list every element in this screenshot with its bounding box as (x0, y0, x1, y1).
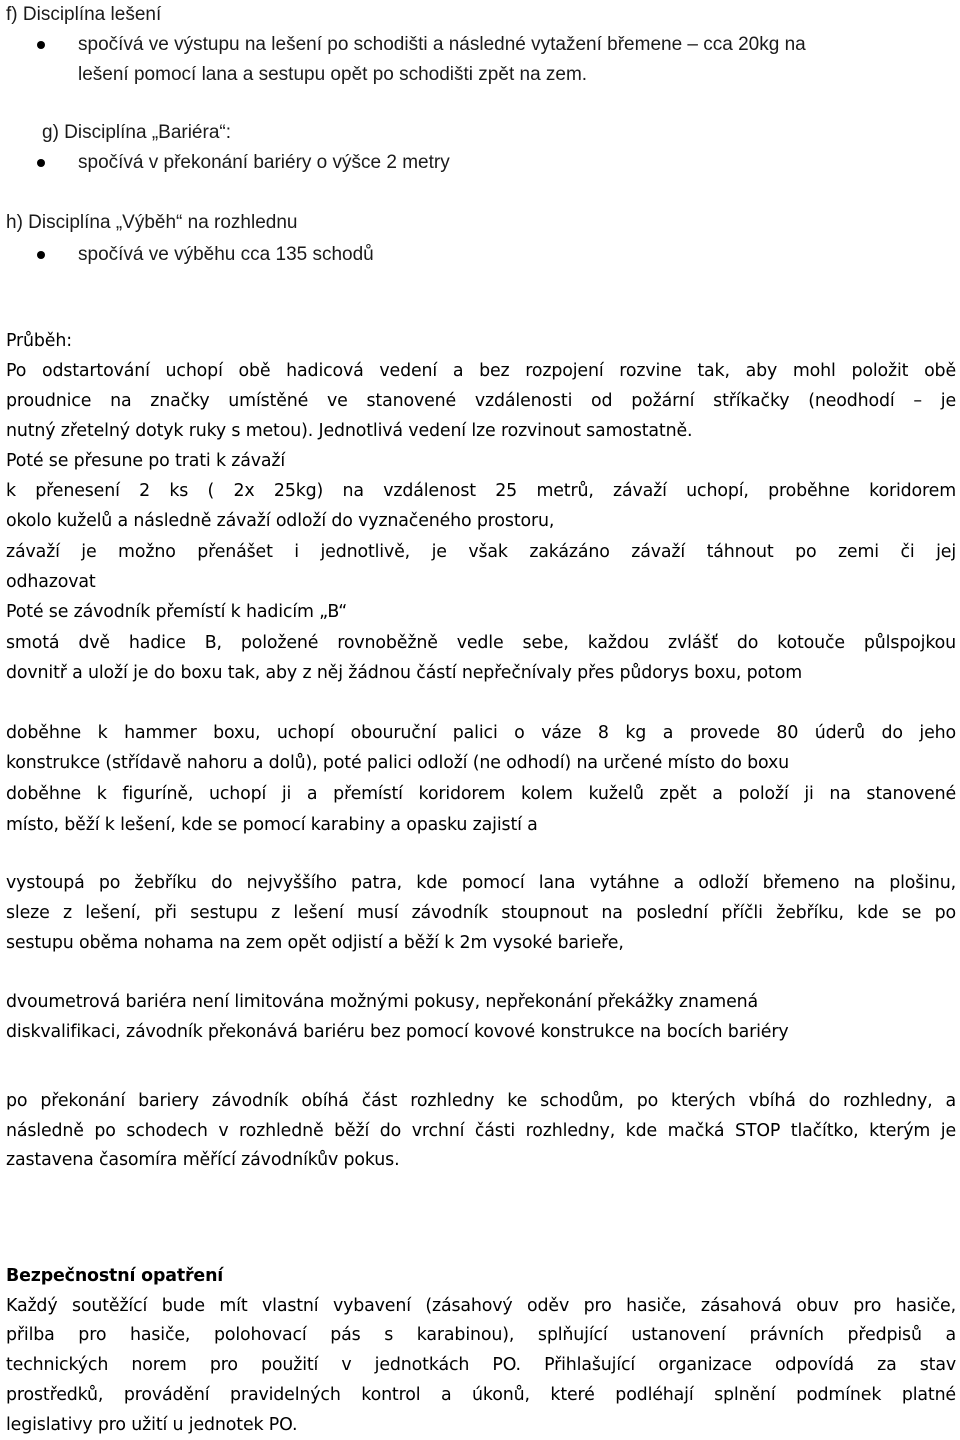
bullet-icon (37, 251, 45, 259)
prubeh-line: dvoumetrová bariéra není limitována možnými pokusy, nepřekonání překážky znamená (6, 992, 758, 1012)
prubeh-line: Po odstartování uchopí obě hadicová vedení a bez rozpojení rozvine tak, aby mohl položit obě (6, 361, 956, 381)
prubeh-line: odhazovat (6, 572, 96, 592)
section-g-bullet: spočívá v překonání bariéry o výšce 2 metry (78, 152, 450, 173)
prubeh-line: následně po schodech v rozhledně běží do vrchní části rozhledny, kde mačká STOP tlačítko, kterým je (6, 1121, 956, 1141)
prubeh-line: doběhne k hammer boxu, uchopí obouruční palici o váze 8 kg a provede 80 úderů do jeho (6, 723, 956, 743)
bezpecnost-line: prostředků, provádění pravidelných kontrol a úkonů, které podléhají splnění podmínek platné (6, 1385, 956, 1405)
section-f-bullet-line-2: lešení pomocí lana a sestupu opět po schodišti zpět na zem. (78, 64, 588, 85)
prubeh-line: místo, běží k lešení, kde se pomocí karabiny a opasku zajistí a (6, 815, 538, 835)
bezpecnost-line: legislativy pro užití u jednotek PO. (6, 1415, 298, 1435)
section-h-heading: h) Disciplína „Výběh“ na rozhlednu (6, 212, 298, 233)
prubeh-line: Poté se závodník přemístí k hadicím „B“ (6, 602, 348, 622)
prubeh-line: sestupu oběma nohama na zem opět odjistí a běží k 2m vysoké barieře, (6, 933, 624, 953)
section-h-bullet: spočívá ve výběhu cca 135 schodů (78, 244, 374, 265)
bezpecnost-line: Každý soutěžící bude mít vlastní vybavení (zásahový oděv pro hasiče, zásahová obuv pro hasiče, (6, 1296, 956, 1316)
prubeh-line: nutný zřetelný dotyk ruky s metou). Jednotlivá vedení lze rozvinout samostatně. (6, 421, 693, 441)
prubeh-line: závaží je možno přenášet i jednotlivě, je však zakázáno závaží táhnout po zemi či jej (6, 542, 956, 562)
prubeh-line: diskvalifikaci, závodník překonává bariéru bez pomocí kovové konstrukce na bocích bariéry (6, 1022, 789, 1042)
section-f-bullet-line-1: spočívá ve výstupu na lešení po schodišti a následné vytažení břemene – cca 20kg na (78, 34, 806, 55)
bullet-icon (37, 159, 45, 167)
prubeh-line: proudnice na značky umístěné ve stanovené vzdálenosti od požární stříkačky (neodhodí – je (6, 391, 956, 411)
bezpecnost-line: technických norem pro použití v jednotkách PO. Přihlašující organizace odpovídá za stav (6, 1355, 956, 1375)
prubeh-line: smotá dvě hadice B, položené rovnoběžně vedle sebe, každou zvlášť do kotouče půlspojkou (6, 633, 956, 653)
prubeh-line: doběhne k figuríně, uchopí ji a přemístí koridorem kolem kuželů zpět a položí ji na stanovené (6, 784, 956, 804)
prubeh-line: po překonání bariery závodník obíhá část rozhledny ke schodům, po kterých vbíhá do rozhledny, a (6, 1091, 956, 1111)
prubeh-line: Poté se přesune po trati k závaží (6, 451, 286, 471)
prubeh-line: dovnitř a uloží je do boxu tak, aby z něj žádnou částí nepřečnívaly přes půdorys boxu, potom (6, 663, 802, 683)
prubeh-line: okolo kuželů a následně závaží odloží do vyznačeného prostoru, (6, 511, 555, 531)
bullet-icon (37, 41, 45, 49)
section-f-heading: f) Disciplína lešení (6, 4, 162, 25)
prubeh-line: vystoupá po žebříku do nejvyššího patra, kde pomocí lana vytáhne a odloží břemeno na plošinu, (6, 873, 956, 893)
prubeh-line: zastavena časomíra měřící závodníkův pokus. (6, 1150, 400, 1170)
bezpecnost-heading: Bezpečnostní opatření (6, 1266, 224, 1286)
prubeh-line: sleze z lešení, při sestupu z lešení musí závodník stoupnout na poslední příčli žebříku, kde se po (6, 903, 956, 923)
prubeh-line: k přenesení 2 ks ( 2x 25kg) na vzdálenost 25 metrů, závaží uchopí, proběhne koridorem (6, 481, 956, 501)
bezpecnost-line: přilba pro hasiče, polohovací pás s karabinou), splňující ustanovení právních předpisů a (6, 1325, 956, 1345)
section-g-heading: g) Disciplína „Bariéra“: (42, 122, 231, 143)
prubeh-line: konstrukce (střídavě nahoru a dolů), poté palici odloží (ne odhodí) na určené místo do boxu (6, 753, 790, 773)
prubeh-heading: Průběh: (6, 331, 72, 351)
